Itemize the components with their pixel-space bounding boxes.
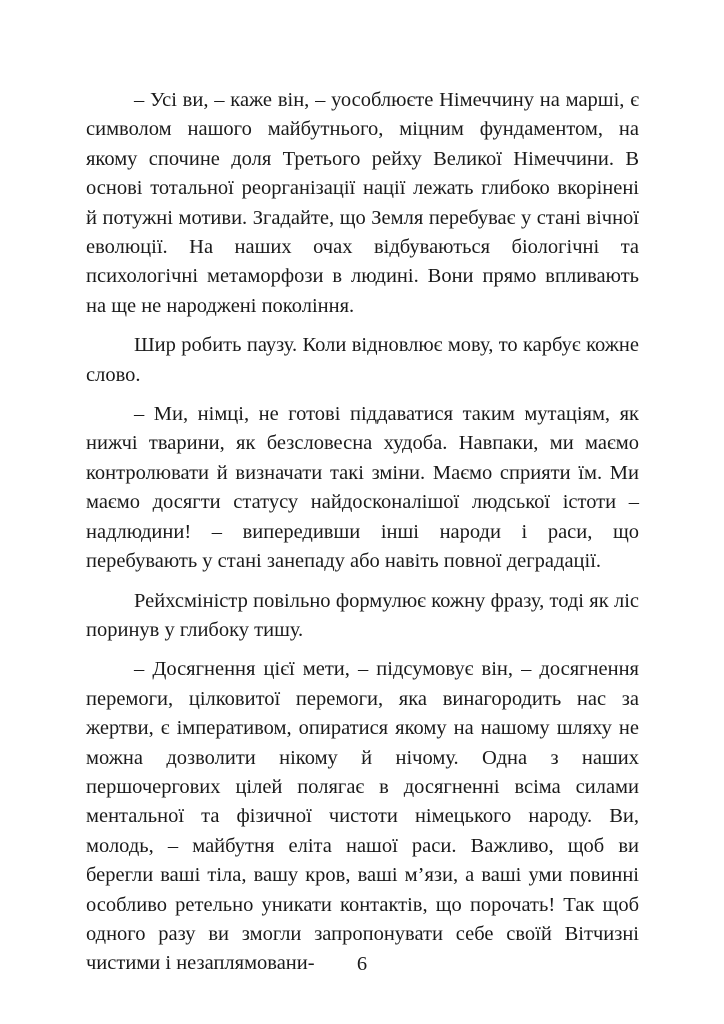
paragraph-4: Рейхсміністр повільно формулює кожну фразу, тоді як ліс поринув у глибоку тишу. <box>86 589 639 641</box>
page-number: 6 <box>356 953 368 975</box>
paragraph-5: – Досягнення цієї мети, – підсумовує він, – досягнення перемоги, цілковитої перемоги, яка винагородить нас за жертви, є імперативом, опиратися якому на нашому шляху не можна дозволити нікому й нічому. Одна з наших першочергових цілей полягає в досягненні всіма силами ментальної та фізичної чистоти німецького народу. Ви, молодь, – майбутня еліта нашої раси. Важливо, щоб ви берегли ваші тіла, вашу кров, ваші м’язи, а ваші уми повинні особливо ретельно уникати контактів, що порочать! Так щоб одного разу ви змогли запропонувати себе своїй Вітчизні чистими і незаплямовани- <box>86 658 639 975</box>
body-text <box>86 86 639 979</box>
paragraph-2: Шир робить паузу. Коли відновлює мову, то карбує кожне слово. <box>86 334 639 386</box>
paragraph-1: – Усі ви, – каже він, – уособлюєте Німеччину на марші, є символом нашого майбутнього, міцним фундаментом, на якому спочине доля Третього рейху Великої Німеччини. В основі тотальної реорганізації нації лежать глибоко вкорінені й потужні мотиви. Згадайте, що Земля перебуває у стані вічної еволюції. На наших очах відбуваються біологічні та психологічні метаморфози в людині. Вони прямо впливають на ще не народжені покоління. <box>86 89 639 317</box>
paragraph-3: – Ми, німці, не готові піддаватися таким мутаціям, як нижчі тварини, як безсловесна худоба. Навпаки, ми маємо контролювати й визначати такі зміни. Маємо сприяти їм. Ми маємо досягти статусу найдосконалішої людської істоти – надлюдини! – випередивши інші народи і раси, що перебувають у стані занепаду або навіть повної деградації. <box>86 403 639 573</box>
